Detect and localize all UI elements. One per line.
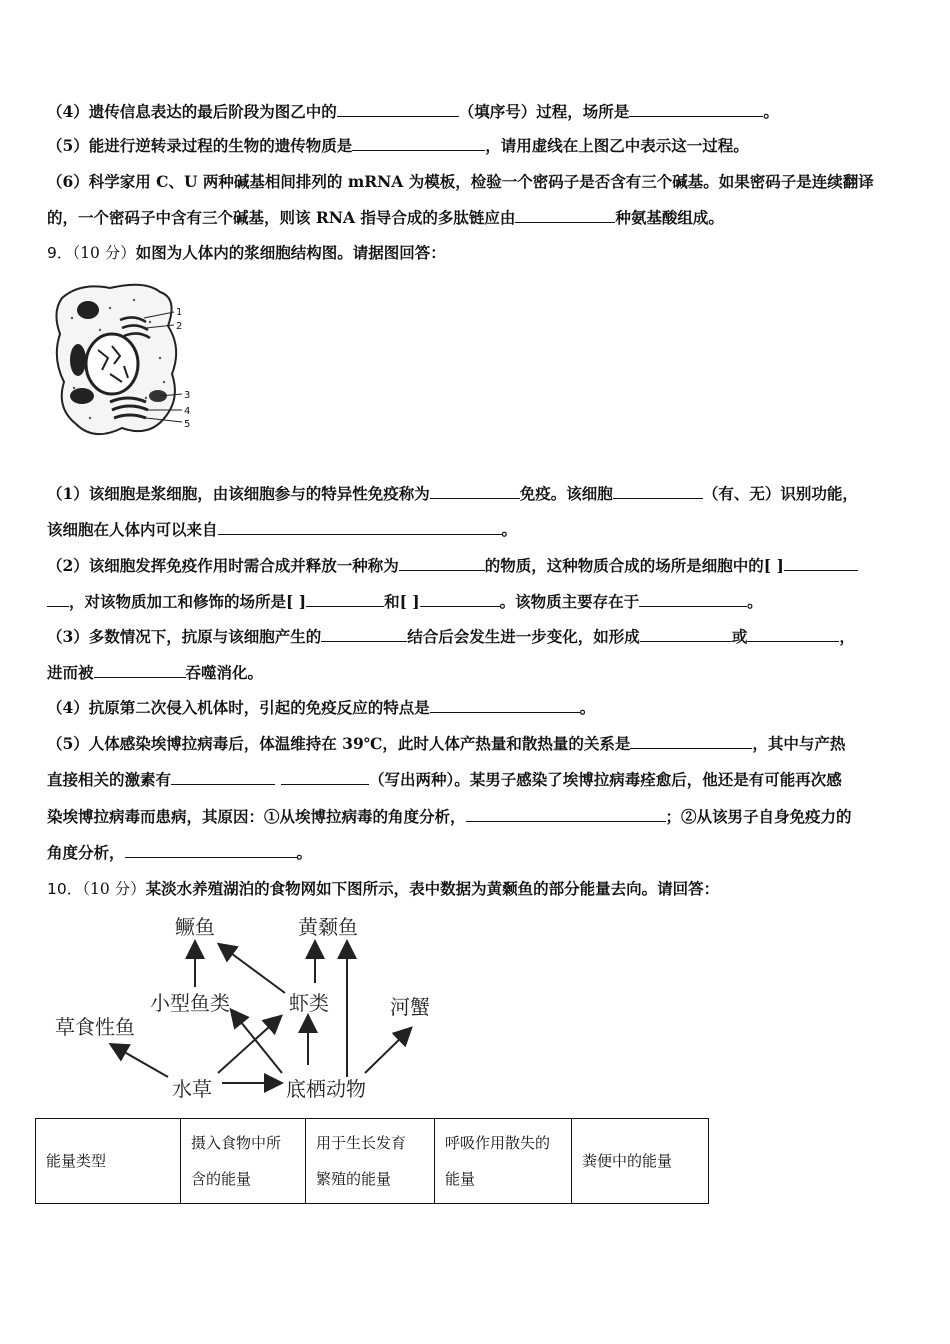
q10-number: 10． xyxy=(47,880,83,898)
q9-p1-text-a: （1）该细胞是浆细胞，由该细胞参与的特异性免疫称为 xyxy=(47,484,430,503)
answer-blank[interactable] xyxy=(629,101,763,117)
q9-score: （10 分） xyxy=(72,244,136,262)
answer-blank[interactable] xyxy=(321,626,407,642)
answer-blank[interactable] xyxy=(281,769,369,785)
q9-p2-text-b: 的物质，这种物质合成的场所是细胞中的[ ] xyxy=(484,556,784,575)
q9-p1-text-c: （有、无）识别功能， xyxy=(702,484,858,503)
q9-p2-text-e: 。该物质主要存在于 xyxy=(499,592,640,611)
q9-part3-line1 xyxy=(47,626,855,648)
cell-text: 能量 xyxy=(445,1170,476,1188)
q8-p5-text-a: （5）能进行逆转录过程的生物的遗传物质是 xyxy=(47,136,353,155)
cell-text: 摄入食物中所 xyxy=(191,1134,282,1152)
answer-blank[interactable] xyxy=(747,626,839,642)
cell-text: 含的能量 xyxy=(191,1170,252,1188)
answer-blank[interactable] xyxy=(420,591,500,607)
q9-p3-text-f: 吞噬消化。 xyxy=(185,663,264,682)
q9-p3-text-c: 或 xyxy=(731,627,748,646)
mitochondrion xyxy=(70,388,94,404)
answer-blank[interactable] xyxy=(430,697,580,713)
q9-part2-line1 xyxy=(47,555,858,577)
figure-label-5: 5 xyxy=(184,419,191,430)
answer-blank[interactable] xyxy=(399,555,485,571)
node-shuicao: 水草 xyxy=(172,1077,212,1101)
q8-p6-text-a: （6）科学家用 C、U 两种碱基相间排列的 mRNA 为模板，检验一个密码子是否含有三个碱基。如果密码子是连续翻译 xyxy=(47,172,874,191)
nucleus xyxy=(86,334,138,394)
q9-part4 xyxy=(47,697,595,719)
q9-p5-text-c: 直接相关的激素有 xyxy=(47,770,172,789)
node-guiyu: 鳜鱼 xyxy=(175,915,215,939)
q8-p6-text-b: 的，一个密码子中含有三个碱基，则该 RNA 指导合成的多肽链应由 xyxy=(47,208,516,227)
answer-blank[interactable] xyxy=(639,591,747,607)
q9-p2-text-d: 和[ ] xyxy=(384,592,420,611)
q9-part5-line1 xyxy=(47,733,845,755)
node-diqidongwu: 底栖动物 xyxy=(286,1077,366,1101)
q9-p5-text-g: 角度分析， xyxy=(47,843,125,862)
q9-p5-text-e: 染埃博拉病毒而患病，其原因：①从埃博拉病毒的角度分析， xyxy=(47,807,466,826)
q9-p3-text-b: 结合后会发生进一步变化，如形成 xyxy=(407,627,640,646)
figure-label-1: 1 xyxy=(176,307,183,318)
answer-blank[interactable] xyxy=(94,662,186,678)
plasma-cell-figure xyxy=(50,278,210,446)
q8-part5 xyxy=(47,135,749,157)
q9-p3-text-d: ， xyxy=(839,627,855,646)
q9-p2-text-f: 。 xyxy=(747,592,763,611)
mitochondrion xyxy=(77,301,99,319)
q9-p5-text-f: ；②从该男子自身免疫力的 xyxy=(665,807,852,826)
answer-blank[interactable] xyxy=(352,135,485,151)
node-xiaoxingyulei: 小型鱼类 xyxy=(150,991,230,1015)
answer-blank[interactable] xyxy=(171,769,275,785)
q9-part1-line2 xyxy=(47,519,517,541)
answer-blank[interactable] xyxy=(306,591,384,607)
q8-p5-text-b: ，请用虚线在上图乙中表示这一过程。 xyxy=(485,136,749,155)
q9-p1-text-d: 该细胞在人体内可以来自 xyxy=(47,520,218,539)
answer-blank[interactable] xyxy=(47,591,69,607)
node-hexie: 河蟹 xyxy=(390,995,430,1019)
q9-prompt: 如图为人体内的浆细胞结构图。请据图回答： xyxy=(135,243,446,262)
q10-score: （10 分） xyxy=(82,880,146,898)
q9-p4-text-a: （4）抗原第二次侵入机体时，引起的免疫反应的特点是 xyxy=(47,698,430,717)
cell-text: 用于生长发育 xyxy=(316,1134,407,1152)
table-cell-feces xyxy=(572,1119,709,1204)
q9-p2-text-c: ，对该物质加工和修饰的场所是[ ] xyxy=(69,592,307,611)
answer-blank[interactable] xyxy=(515,207,615,223)
q8-part6-line2 xyxy=(47,207,724,229)
q9-p5-text-h: 。 xyxy=(296,843,313,862)
q9-number: 9． xyxy=(47,244,73,262)
table-cell-energy-type xyxy=(36,1119,181,1204)
node-caoshixingyu: 草食性鱼 xyxy=(55,1015,135,1039)
answer-blank[interactable] xyxy=(466,806,666,822)
q9-part5-line4 xyxy=(47,842,312,864)
q10-prompt: 某淡水养殖湖泊的食物网如下图所示，表中数据为黄颡鱼的部分能量去向。请回答： xyxy=(145,879,720,898)
figure-label-4: 4 xyxy=(184,406,191,417)
answer-blank[interactable] xyxy=(640,626,732,642)
q9-p1-text-b: 免疫。该细胞 xyxy=(519,484,613,503)
table-cell-respiration xyxy=(435,1119,572,1204)
table-cell-intake xyxy=(181,1119,306,1204)
q9-part1-line1 xyxy=(47,483,858,505)
q9-p3-text-e: 进而被 xyxy=(47,663,94,682)
answer-blank[interactable] xyxy=(430,483,520,499)
q9-part5-line3 xyxy=(47,806,852,828)
q9-part2-line2 xyxy=(47,591,763,613)
table-cell-growth xyxy=(306,1119,435,1204)
q8-p4-text-a: （4）遗传信息表达的最后阶段为图乙中的 xyxy=(47,102,337,121)
q9-part5-line2 xyxy=(47,769,842,791)
cell-text: 呼吸作用散失的 xyxy=(445,1134,551,1152)
q8-p4-text-c: 。 xyxy=(763,102,779,121)
answer-blank[interactable] xyxy=(218,519,502,535)
q10-header xyxy=(47,878,719,900)
node-huangsangyu: 黄颡鱼 xyxy=(298,915,358,939)
q9-p4-text-b: 。 xyxy=(579,698,596,717)
node-xialei: 虾类 xyxy=(289,991,329,1015)
answer-blank[interactable] xyxy=(630,733,752,749)
answer-blank[interactable] xyxy=(784,555,858,571)
cell-text: 粪便中的能量 xyxy=(582,1152,673,1170)
cell-text: 能量类型 xyxy=(46,1152,107,1170)
answer-blank[interactable] xyxy=(125,842,297,858)
answer-blank[interactable] xyxy=(337,101,459,117)
q9-header xyxy=(47,242,446,264)
figure-label-3: 3 xyxy=(184,390,191,401)
q8-p4-text-b: （填序号）过程，场所是 xyxy=(458,102,630,121)
q9-p2-text-a: （2）该细胞发挥免疫作用时需合成并释放一种称为 xyxy=(47,556,399,575)
q9-p3-text-a: （3）多数情况下，抗原与该细胞产生的 xyxy=(47,627,322,646)
cell-text: 繁殖的能量 xyxy=(316,1170,392,1188)
answer-blank[interactable] xyxy=(613,483,703,499)
q8-part6-line1 xyxy=(47,171,874,193)
q9-p1-text-e: 。 xyxy=(501,520,518,539)
q8-p6-text-c: 种氨基酸组成。 xyxy=(615,208,724,227)
food-web-diagram xyxy=(40,905,460,1105)
q9-p5-text-a: （5）人体感染埃博拉病毒后，体温维持在 39℃，此时人体产热量和散热量的关系是 xyxy=(47,734,631,753)
q9-p5-text-b: ，其中与产热 xyxy=(752,734,846,753)
q8-part4 xyxy=(47,101,779,123)
mitochondrion xyxy=(70,344,86,376)
q9-part3-line2 xyxy=(47,662,263,684)
figure-label-2: 2 xyxy=(176,321,183,332)
table-row xyxy=(36,1119,709,1204)
q9-p5-text-d: （写出两种）。某男子感染了埃博拉病毒痊愈后，他还是有可能再次感 xyxy=(369,770,842,789)
energy-table xyxy=(35,1118,709,1204)
